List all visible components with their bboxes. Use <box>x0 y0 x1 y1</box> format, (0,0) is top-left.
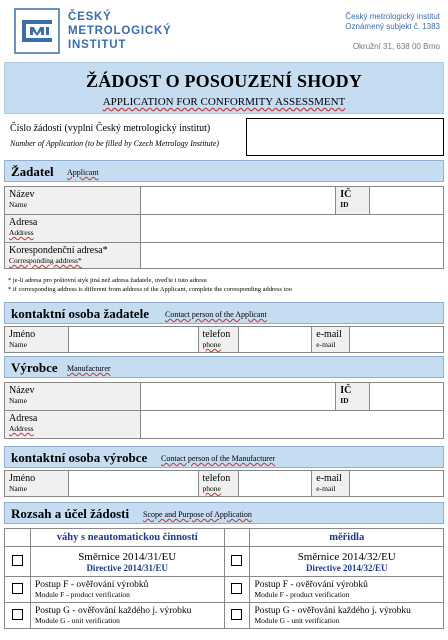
applicant-name-field[interactable] <box>140 187 335 215</box>
manufacturer-name-label: Název Name <box>5 383 141 411</box>
applicant-address-label: Adresa Address <box>5 215 141 243</box>
applicant-id-field[interactable] <box>370 187 444 215</box>
applicant-name-label: Název Name <box>5 187 141 215</box>
applicant-corr-address-field[interactable] <box>140 243 443 269</box>
applicant-contact-phone-label: telefon phone <box>198 327 238 353</box>
logo-wordmark <box>68 10 172 52</box>
document-header <box>0 0 448 60</box>
applicant-contact-name-field[interactable] <box>68 327 198 353</box>
directive-2014-31-checkbox-cell[interactable] <box>5 547 31 577</box>
section-applicant-contact-title-en: Contact person of the Applicant <box>165 310 267 319</box>
section-scope-title: Rozsah a účel žádosti <box>11 506 130 521</box>
application-number-label: Číslo žádosti (vyplní Český metrologický institut) <box>10 123 211 134</box>
col1-module-g-label: Postup G - ověřování každého j. výrobku Module G - unit verification <box>30 603 224 629</box>
manufacturer-contact-name-label: Jméno Name <box>5 471 69 497</box>
manufacturer-contact-email-label: e-mail e-mail <box>312 471 350 497</box>
manufacturer-address-label: Adresa Address <box>5 411 141 439</box>
col1-module-f-checkbox[interactable] <box>12 583 23 594</box>
applicant-contact-email-label: e-mail e-mail <box>312 327 350 353</box>
section-applicant <box>4 160 444 182</box>
manufacturer-contact-table <box>4 470 444 497</box>
institute-info <box>345 12 440 52</box>
directive-2014-31-label: Směrnice 2014/31/EU Directive 2014/31/EU <box>30 547 224 577</box>
col1-module-g-checkbox-cell[interactable] <box>5 603 31 629</box>
manufacturer-contact-phone-label: telefon phone <box>198 471 238 497</box>
col2-module-f-label: Postup F - ověřování výrobků Module F - product verification <box>250 577 444 603</box>
section-manufacturer-title: Výrobce <box>11 360 58 375</box>
col2-module-f-checkbox[interactable] <box>231 583 242 594</box>
applicant-contact-phone-field[interactable] <box>238 327 312 353</box>
notified-body-number: Oznámený subjekt č. 1383 <box>345 22 440 31</box>
institute-address: Okružní 31, 638 00 Brno <box>352 42 440 51</box>
form-title: ŽÁDOST O POSOUZENÍ SHODY <box>85 71 363 91</box>
corr-address-note-en: * if corresponding address is different from address of the Applicant, complete the corresponding address too <box>8 286 292 293</box>
applicant-contact-email-field[interactable] <box>350 327 444 353</box>
scope-col1-title: váhy s neautomatickou činností <box>30 529 224 547</box>
applicant-contact-name-label: Jméno Name <box>5 327 69 353</box>
institute-name: Český metrologický institut <box>345 12 440 21</box>
logo-line-1: ČESKÝ <box>68 11 112 23</box>
section-applicant-contact <box>4 302 444 324</box>
applicant-corr-address-label: Korespondenční adresa* Corresponding address* <box>5 243 141 269</box>
col1-module-g-checkbox[interactable] <box>12 609 23 620</box>
section-applicant-contact-title: kontaktní osoba žadatele <box>11 306 149 321</box>
section-scope-title-en: Scope and Purpose of Application <box>143 510 252 519</box>
section-applicant-title: Žadatel <box>11 164 54 179</box>
manufacturer-contact-name-field[interactable] <box>68 471 198 497</box>
section-manufacturer-contact-title-en: Contact person of the Manufacturer <box>161 454 276 463</box>
section-manufacturer-title-en: Manufacturer <box>67 364 111 373</box>
col2-module-g-label: Postup G - ověřování každého j. výrobku Module G - unit verification <box>250 603 444 629</box>
scope-col1-spacer <box>5 529 31 547</box>
scope-col2-spacer <box>224 529 250 547</box>
manufacturer-contact-email-field[interactable] <box>350 471 444 497</box>
col2-module-g-checkbox-cell[interactable] <box>224 603 250 629</box>
applicant-id-label: IČ ID <box>336 187 370 215</box>
logo-line-3: INSTITUT <box>68 39 127 51</box>
section-scope <box>4 502 444 524</box>
manufacturer-address-field[interactable] <box>140 411 443 439</box>
section-manufacturer-contact-title: kontaktní osoba výrobce <box>11 450 148 465</box>
corr-address-note <box>4 276 444 294</box>
applicant-address-field[interactable] <box>140 215 443 243</box>
logo-line-2: METROLOGICKÝ <box>68 25 172 37</box>
manufacturer-id-field[interactable] <box>370 383 444 411</box>
scope-col2-title: měřidla <box>250 529 444 547</box>
form-title-block <box>4 62 444 114</box>
scope-table <box>4 528 444 629</box>
directive-2014-32-checkbox-cell[interactable] <box>224 547 250 577</box>
manufacturer-contact-phone-field[interactable] <box>238 471 312 497</box>
application-number-label-en: Number of Application (to be filled by Czech Metrology Institute) <box>10 139 220 148</box>
corr-address-note-cz: * je-li adresa pro poštovní styk jiná než adresa žadatele, uveďte i tuto adresu <box>8 277 207 284</box>
manufacturer-table <box>4 382 444 439</box>
application-number-field[interactable] <box>246 118 444 156</box>
col2-module-f-checkbox-cell[interactable] <box>224 577 250 603</box>
col2-module-g-checkbox[interactable] <box>231 609 242 620</box>
col1-module-f-checkbox-cell[interactable] <box>5 577 31 603</box>
form-title-en: APPLICATION FOR CONFORMITY ASSESSMENT <box>102 96 346 108</box>
directive-2014-32-checkbox[interactable] <box>231 555 242 566</box>
applicant-contact-table <box>4 326 444 353</box>
section-applicant-title-en: Applicant <box>67 168 99 177</box>
application-number-row <box>4 118 444 156</box>
cmi-logo-icon <box>14 8 60 54</box>
section-manufacturer-contact <box>4 446 444 468</box>
section-manufacturer <box>4 356 444 378</box>
manufacturer-name-field[interactable] <box>140 383 335 411</box>
applicant-table <box>4 186 444 269</box>
directive-2014-31-checkbox[interactable] <box>12 555 23 566</box>
manufacturer-id-label: IČ ID <box>336 383 370 411</box>
col1-module-f-label: Postup F - ověřování výrobků Module F - product verification <box>30 577 224 603</box>
directive-2014-32-label: Směrnice 2014/32/EU Directive 2014/32/EU <box>250 547 444 577</box>
